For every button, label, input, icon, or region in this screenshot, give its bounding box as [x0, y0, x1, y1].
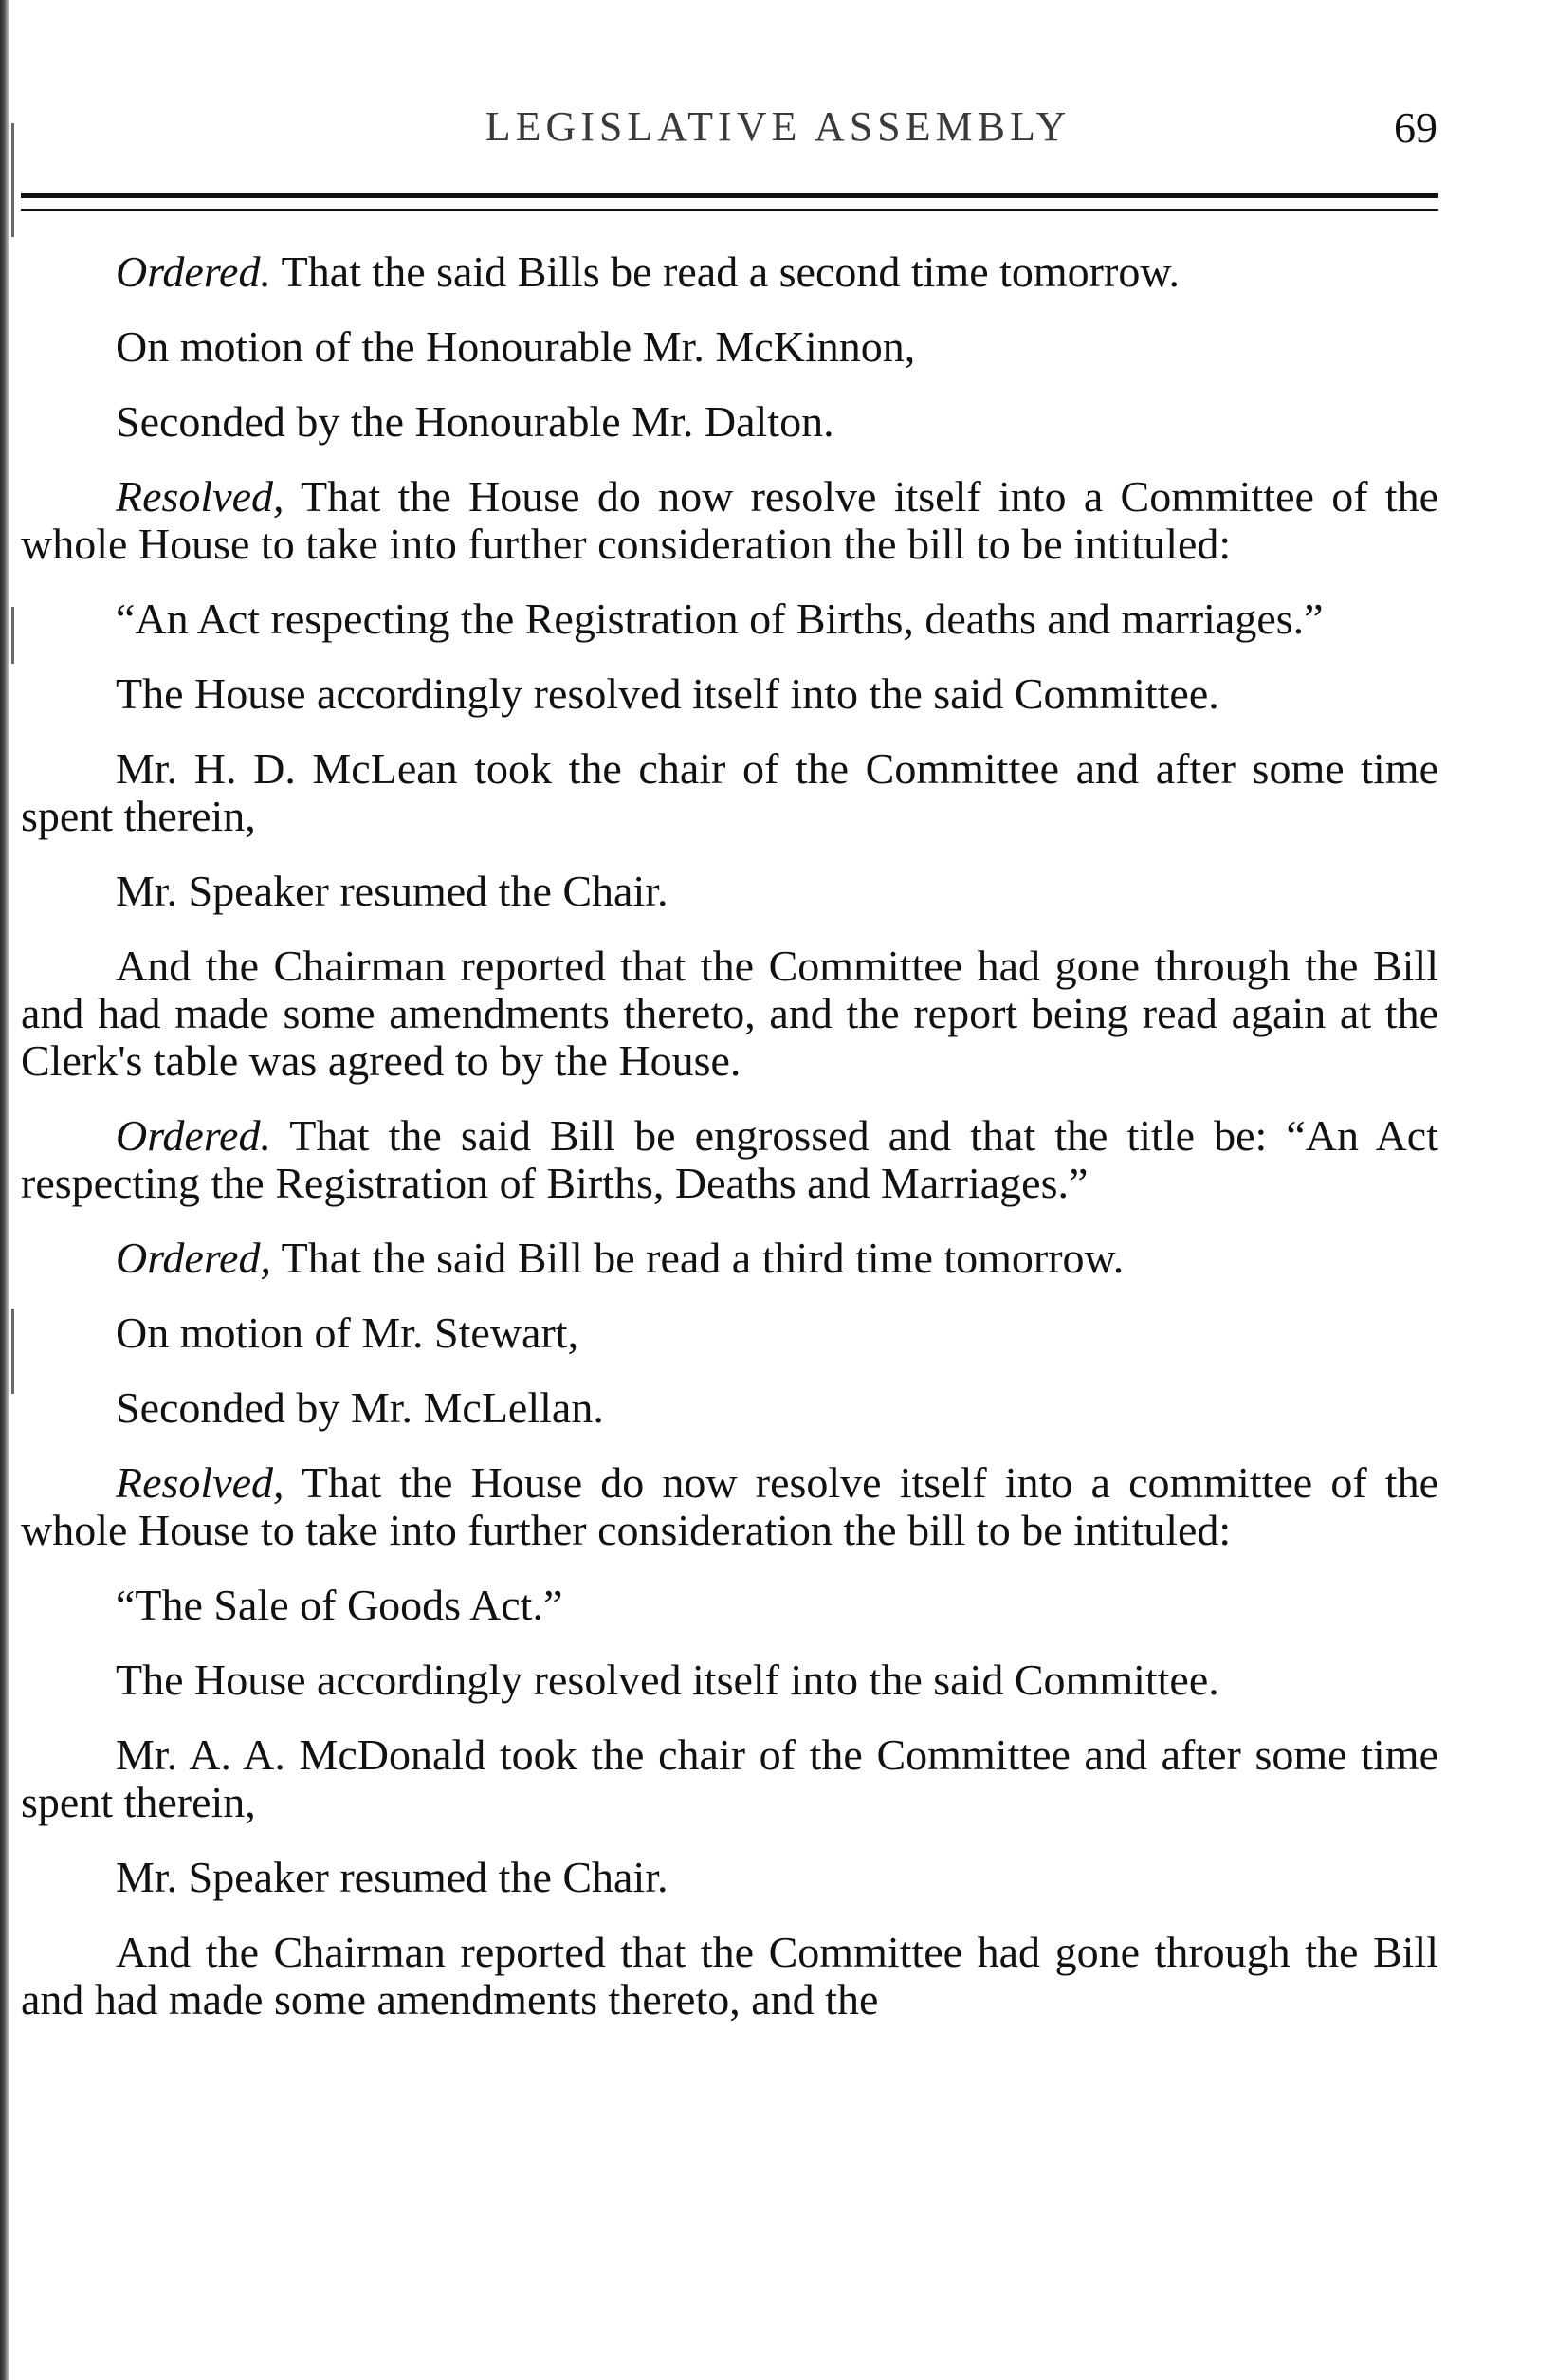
- paragraph-committee: [21, 1657, 1438, 1704]
- paragraph-text: That the House do now resolve itself into a committee of the whole House to take into further consideration the bill to be intituled:: [21, 1458, 1438, 1554]
- paragraph-text: That the said Bills be read a second time tomorrow.: [281, 247, 1181, 296]
- running-title: LEGISLATIVE ASSEMBLY: [485, 103, 1071, 150]
- paragraph-text: On motion of Mr. Stewart,: [116, 1309, 579, 1357]
- paragraph-text: Seconded by the Honourable Mr. Dalton.: [116, 397, 834, 446]
- journal-body: [21, 248, 1438, 2051]
- paragraph-text: Mr. H. D. McLean took the chair of the Committee and after some time spent therein,: [21, 744, 1438, 840]
- paragraph-lead: Ordered,: [116, 1234, 271, 1282]
- page-number: 69: [1394, 103, 1437, 152]
- paragraph-ordered-second-reading: [21, 248, 1438, 296]
- paragraph-resolved: [21, 473, 1438, 568]
- paragraph-chairman-report: [21, 943, 1438, 1085]
- binding-mark: [11, 1309, 14, 1394]
- paragraph-text: And the Chairman reported that the Committee had gone through the Bill and had made some amendments thereto, and the: [21, 1928, 1438, 2023]
- paragraph-committee: [21, 670, 1438, 718]
- paragraph-resolved: [21, 1459, 1438, 1554]
- paragraph-lead: Resolved,: [116, 472, 284, 521]
- paragraph-text: “An Act respecting the Registration of Births, deaths and marriages.”: [116, 595, 1324, 643]
- paragraph-bill-title: [21, 1582, 1438, 1629]
- paragraph-speaker-resumed: [21, 868, 1438, 915]
- paragraph-text: The House accordingly resolved itself into the said Committee.: [116, 1656, 1219, 1704]
- paragraph-text: Mr. A. A. McDonald took the chair of the Committee and after some time spent therein,: [21, 1730, 1438, 1826]
- paragraph-ordered-third-reading: [21, 1235, 1438, 1282]
- paragraph-text: That the said Bill be engrossed and that the title be: “An Act respecting the Registration of Births, Deaths and Marriages.”: [21, 1111, 1438, 1207]
- header-rule-thick: [21, 193, 1438, 198]
- paragraph-text: Mr. Speaker resumed the Chair.: [116, 867, 668, 915]
- paragraph-text: The House accordingly resolved itself into the said Committee.: [116, 669, 1219, 718]
- paragraph-text: Seconded by Mr. McLellan.: [116, 1383, 604, 1432]
- paragraph-lead: Resolved,: [116, 1458, 284, 1507]
- paragraph-text: That the House do now resolve itself into a Committee of the whole House to take into further consideration the bill to be intituled:: [21, 472, 1438, 568]
- paragraph-ordered-engrossed: [21, 1112, 1438, 1207]
- paragraph-text: On motion of the Honourable Mr. McKinnon,: [116, 322, 916, 371]
- paragraph-motion: [21, 1309, 1438, 1357]
- paragraph-lead: Ordered.: [116, 1111, 271, 1160]
- page-header: [0, 102, 1556, 159]
- paragraph-text: And the Chairman reported that the Committee had gone through the Bill and had made some amendments thereto, and the report being read again at the Clerk's table was agreed to by the House.: [21, 942, 1438, 1085]
- header-rule-thin: [21, 209, 1438, 211]
- paragraph-lead: Ordered.: [116, 247, 271, 296]
- paragraph-speaker-resumed: [21, 1854, 1438, 1901]
- paragraph-seconded: [21, 1384, 1438, 1432]
- page-binding-edge: [0, 0, 9, 2380]
- paragraph-text: Mr. Speaker resumed the Chair.: [116, 1853, 668, 1901]
- paragraph-motion: [21, 323, 1438, 371]
- paragraph-bill-title: [21, 595, 1438, 643]
- paragraph-chair: [21, 745, 1438, 840]
- paragraph-text: That the said Bill be read a third time tomorrow.: [281, 1234, 1125, 1282]
- paragraph-seconded: [21, 398, 1438, 446]
- paragraph-chairman-report: [21, 1929, 1438, 2023]
- binding-mark: [11, 607, 14, 664]
- paragraph-chair: [21, 1731, 1438, 1826]
- paragraph-text: “The Sale of Goods Act.”: [116, 1581, 563, 1629]
